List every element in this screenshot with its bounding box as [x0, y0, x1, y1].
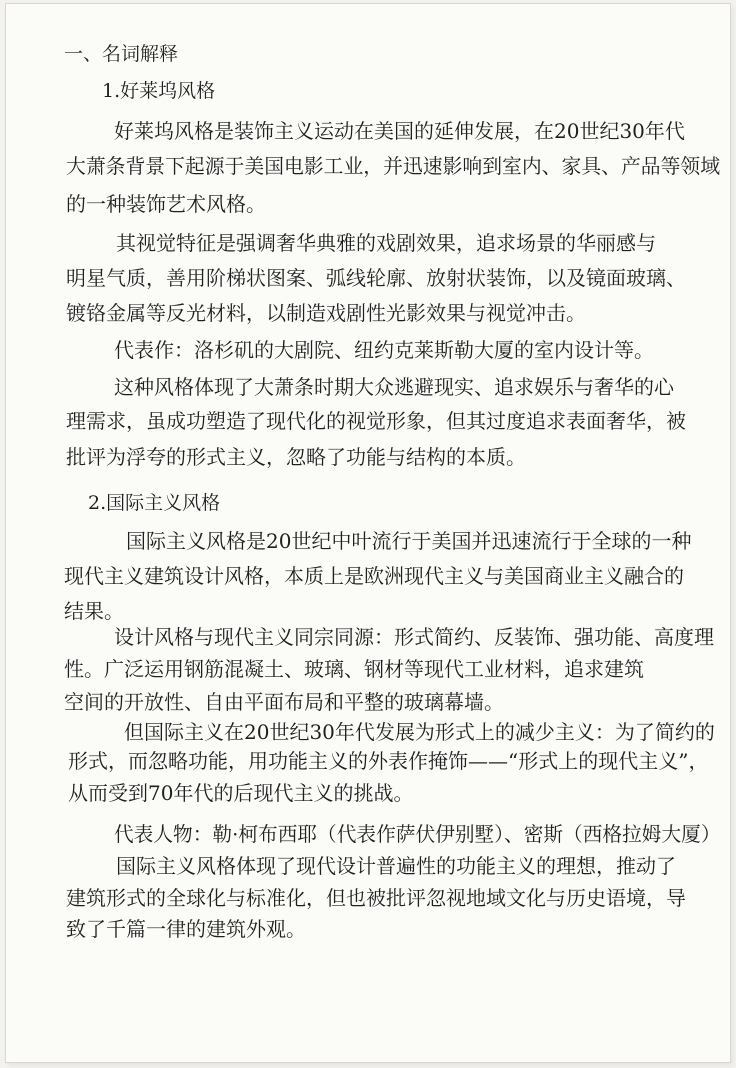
paragraph-line: 明星气质，善用阶梯状图案、弧线轮廓、放射状装饰，以及镜面玻璃、 [66, 266, 686, 290]
paragraph-line: 代表作：洛杉矶的大剧院、纽约克莱斯勒大厦的室内设计等。 [114, 338, 654, 362]
paragraph-line: 理需求，虽成功塑造了现代化的视觉形象，但其过度追求表面奢华，被 [66, 409, 686, 433]
handwritten-page [6, 4, 730, 1062]
paragraph-line: 形式，而忽略功能，用功能主义的外表作掩饰——“形式上的现代主义”， [68, 749, 709, 773]
paragraph-line: 的一种装饰艺术风格。 [66, 192, 266, 216]
paragraph-line: 从而受到70年代的后现代主义的挑战。 [68, 781, 414, 805]
paragraph-line: 好莱坞风格是装饰主义运动在美国的延伸发展，在20世纪30年代 [114, 119, 685, 143]
paragraph-line: 代表人物：勒·柯布西耶（代表作萨伏伊别墅）、密斯（西格拉姆大厦） [114, 822, 721, 846]
paragraph-line: 镀铬金属等反光材料，以制造戏剧性光影效果与视觉冲击。 [66, 301, 586, 325]
main-heading: 一、名词解释 [64, 43, 179, 65]
paragraph-line: 批评为浮夸的形式主义，忽略了功能与结构的本质。 [66, 445, 526, 469]
paragraph-line: 但国际主义在20世纪30年代发展为形式上的减少主义：为了简约的 [124, 720, 715, 744]
paragraph-line: 空间的开放性、自由平面布局和平整的玻璃幕墙。 [64, 690, 504, 714]
section-title-hollywood: 1.好莱坞风格 [102, 80, 216, 102]
paragraph-line: 这种风格体现了大萧条时期大众逃避现实、追求娱乐与奢华的心 [114, 375, 674, 399]
paragraph-line: 致了千篇一律的建筑外观。 [66, 917, 306, 941]
paragraph-line: 现代主义建筑设计风格，本质上是欧洲现代主义与美国商业主义融合的 [64, 564, 684, 588]
paragraph-line: 结果。 [64, 599, 124, 623]
paragraph-line: 其视觉特征是强调奢华典雅的戏剧效果，追求场景的华丽感与 [116, 231, 656, 255]
paragraph-line: 设计风格与现代主义同宗同源：形式简约、反装饰、强功能、高度理 [114, 625, 714, 649]
paragraph-line: 大萧条背景下起源于美国电影工业，并迅速影响到室内、家具、产品等领域 [66, 154, 721, 178]
paragraph-line: 国际主义风格是20世纪中叶流行于美国并迅速流行于全球的一种 [126, 529, 692, 553]
paragraph-line: 国际主义风格体现了现代设计普遍性的功能主义的理想，推动了 [116, 854, 676, 878]
paragraph-line: 建筑形式的全球化与标准化，但也被批评忽视地域文化与历史语境，导 [66, 886, 686, 910]
paragraph-line: 性。广泛运用钢筋混凝土、玻璃、钢材等现代工业材料，追求建筑 [64, 657, 644, 681]
section-title-international: 2.国际主义风格 [88, 492, 221, 514]
